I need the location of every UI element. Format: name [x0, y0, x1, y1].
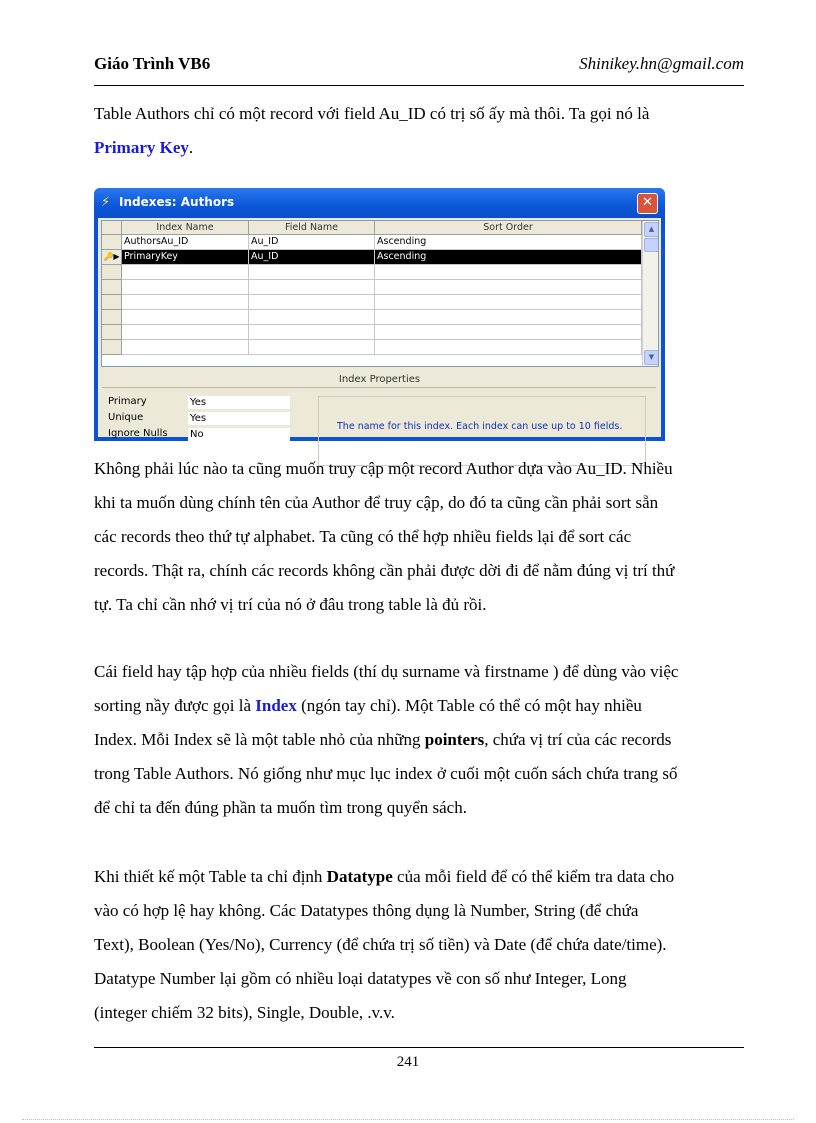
text: khi ta muốn dùng chính tên của Author để truy cập, do đó ta cũng cần phải sort sẵn [94, 493, 659, 512]
paragraph-primary-key [94, 97, 742, 165]
index-properties-label: Index Properties [338, 374, 421, 385]
header-rule [94, 85, 744, 86]
row-selector[interactable] [102, 265, 122, 280]
text: Index. Mỗi Index sẽ là một table nhỏ của những [94, 730, 425, 749]
row-selector[interactable] [102, 325, 122, 340]
cell-empty[interactable] [249, 280, 375, 295]
dialog-title: Indexes: Authors [119, 195, 235, 209]
term-datatype: Datatype [326, 867, 393, 886]
dialog-titlebar [94, 188, 665, 218]
lightning-icon: ⚡ [101, 195, 111, 210]
text: của mỗi field để có thể kiểm tra data cho [392, 867, 675, 886]
page-edge-divider [22, 1119, 794, 1120]
row-selector[interactable] [102, 280, 122, 295]
cell-empty[interactable] [249, 265, 375, 280]
close-button[interactable] [637, 193, 658, 214]
prop-value-ignore-nulls[interactable]: No [188, 428, 290, 441]
text: . [188, 138, 194, 157]
indexes-dialog [94, 188, 665, 441]
text: tự. Ta chỉ cần nhớ vị trí của nó ở đâu trong table là đủ rồi. [94, 595, 487, 614]
close-icon: ✕ [642, 195, 653, 210]
cell-empty[interactable] [122, 325, 249, 340]
text: Text), Boolean (Yes/No), Currency (để chứa trị số tiền) và Date (để chứa date/time). [94, 935, 667, 954]
text: (ngón tay chỉ). Một Table có thể có một hay nhiều [296, 696, 642, 715]
paragraph-access [94, 452, 742, 622]
text: sorting nầy được gọi là [94, 696, 256, 715]
term-primary-key: Primary Key [94, 138, 189, 157]
cell-sort-order[interactable]: Ascending [375, 235, 642, 250]
text: , chứa vị trí của các records [484, 730, 672, 749]
text: (integer chiếm 32 bits), Single, Double, .v.v. [94, 1003, 395, 1022]
text: Không phải lúc nào ta cũng muốn truy cập một record Author dựa vào Au_ID. Nhiều [94, 459, 673, 478]
grid-corner [102, 221, 122, 235]
text: các records theo thứ tự alphabet. Ta cũng có thể hợp nhiều fields lại để sort các [94, 527, 632, 546]
text: để chỉ ta đến đúng phần ta muốn tìm trong quyển sách. [94, 798, 467, 817]
column-header-index-name[interactable]: Index Name [122, 221, 249, 235]
prop-value-unique[interactable]: Yes [188, 412, 290, 425]
dialog-client [98, 218, 661, 440]
key-icon: 🔑▶ [103, 252, 120, 261]
prop-label-ignore-nulls: Ignore Nulls [108, 428, 168, 439]
text: records. Thật ra, chính các records không cần phải được dời đi để nằm đúng vị trí thứ [94, 561, 675, 580]
column-header-sort-order[interactable]: Sort Order [375, 221, 642, 235]
prop-label-primary: Primary [108, 396, 147, 407]
cell-empty[interactable] [249, 340, 375, 355]
header-title: Giáo Trình VB6 [94, 54, 211, 73]
text: Cái field hay tập hợp của nhiều fields (thí dụ surname và firstname ) để dùng vào việc [94, 662, 679, 681]
vertical-scrollbar[interactable] [642, 221, 658, 366]
cell-empty[interactable] [375, 340, 642, 355]
text: Ascending [377, 251, 427, 262]
cell-field-name[interactable]: Au_ID [249, 250, 375, 265]
cell-empty[interactable] [249, 325, 375, 340]
header-email: Shinikey.hn@gmail.com [579, 54, 744, 73]
text: Datatype Number lại gồm có nhiều loại datatypes về con số như Integer, Long [94, 969, 627, 988]
paragraph-datatype [94, 860, 742, 1030]
row-selector[interactable] [102, 310, 122, 325]
text: vào có hợp lệ hay không. Các Datatypes thông dụng là Number, String (để chứa [94, 901, 639, 920]
cell-empty[interactable] [249, 295, 375, 310]
text: trong Table Authors. Nó giống như mục lục index ở cuối một cuốn sách chứa trang số [94, 764, 678, 783]
cell-empty[interactable] [122, 340, 249, 355]
cell-empty[interactable] [375, 295, 642, 310]
row-selector-current[interactable] [102, 250, 122, 265]
chevron-up-icon: ▲ [648, 225, 655, 233]
cell-empty[interactable] [122, 310, 249, 325]
column-header-field-name[interactable]: Field Name [249, 221, 375, 235]
index-grid [101, 220, 659, 367]
prop-value-primary[interactable]: Yes [188, 396, 290, 409]
term-index: Index [255, 696, 297, 715]
divider [102, 387, 656, 388]
scroll-thumb[interactable] [644, 238, 659, 252]
cell-empty[interactable] [375, 280, 642, 295]
help-text: The name for this index. Each index can use up to 10 fields. [337, 421, 623, 432]
cell-empty[interactable] [122, 280, 249, 295]
cell-index-name[interactable]: AuthorsAu_ID [122, 235, 249, 250]
row-selector[interactable] [102, 235, 122, 250]
cell-empty[interactable] [122, 265, 249, 280]
page-number: 241 [396, 1054, 420, 1070]
prop-label-unique: Unique [108, 412, 144, 423]
chevron-down-icon: ▼ [648, 353, 655, 361]
scroll-down-button[interactable] [644, 350, 659, 365]
row-selector[interactable] [102, 295, 122, 310]
cell-index-name[interactable]: PrimaryKey [122, 250, 249, 265]
cell-field-name[interactable]: Au_ID [249, 235, 375, 250]
scroll-up-button[interactable] [644, 222, 659, 237]
term-pointers: pointers [424, 730, 485, 749]
text: Khi thiết kế một Table ta chỉ định [94, 867, 327, 886]
cell-empty[interactable] [375, 310, 642, 325]
cell-sort-order[interactable] [375, 250, 642, 265]
cell-empty[interactable] [375, 265, 642, 280]
page-header [94, 54, 744, 76]
text: Table Authors chỉ có một record với field Au_ID có trị số ấy mà thôi. Ta gọi nó là [94, 104, 650, 123]
row-selector[interactable] [102, 340, 122, 355]
cell-empty[interactable] [249, 310, 375, 325]
cell-empty[interactable] [375, 325, 642, 340]
cell-empty[interactable] [122, 295, 249, 310]
paragraph-index [94, 655, 742, 825]
footer-rule [94, 1047, 744, 1048]
